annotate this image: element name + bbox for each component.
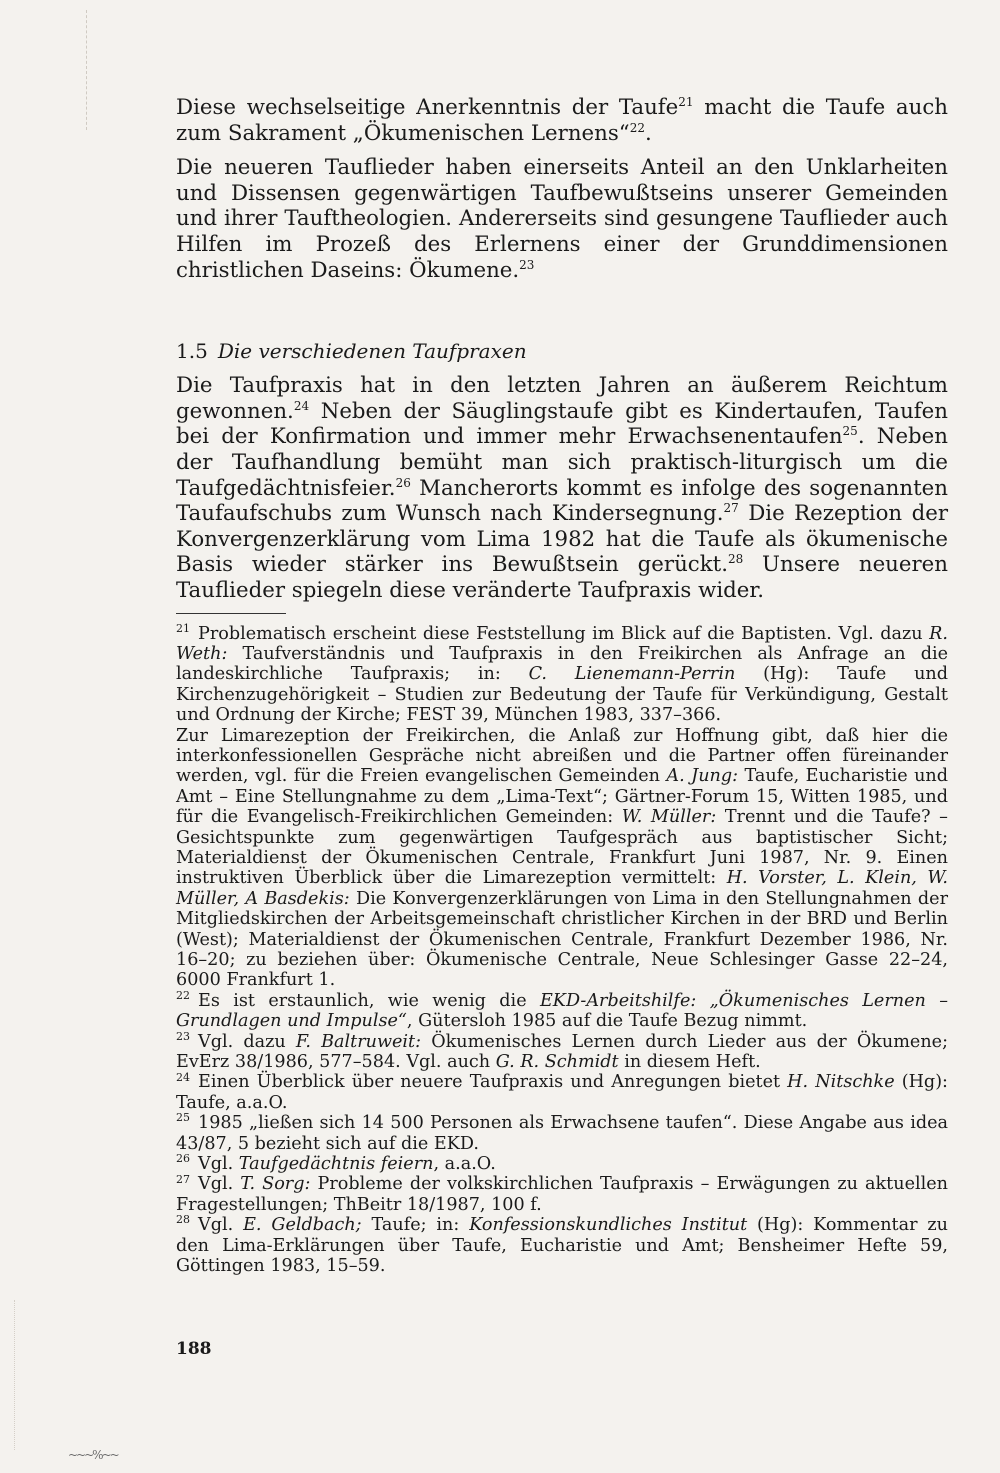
section-heading — [176, 339, 948, 363]
author-name: H. Nitschke — [787, 1072, 895, 1093]
footnote-21 — [176, 621, 948, 726]
footnote-number: 24 — [176, 1070, 190, 1084]
footnote-text: Einen Überblick über neuere Taufpraxis und Anregungen bietet — [198, 1072, 788, 1093]
footnote-26 — [176, 1154, 948, 1174]
paragraph-tauflieder — [176, 155, 948, 283]
footnote-text: in diesem Heft. — [618, 1052, 761, 1073]
paragraph-recognition — [176, 95, 948, 146]
footnote-ref-26[interactable]: 26 — [395, 475, 411, 490]
footnote-divider — [176, 613, 286, 614]
author-name: H. Vorster, L. Klein, W. Müller, A Basdekis: — [176, 868, 948, 909]
footnote-text: (Hg): Kommentar zu den Lima-Erklärungen über Taufe, Eucharistie und Amt; Bensheimer Hefte 59, Göttingen 1983, 15–59. — [176, 1215, 949, 1277]
author-name: G. R. Schmidt — [495, 1052, 619, 1073]
footnote-text: Probleme der volkskirchlichen Taufpraxis – Erwägungen zu aktuellen Fragestellungen; ThBeitr 18/1987, 100 f. — [176, 1174, 948, 1215]
footnote-text: Es ist erstaunlich, wie wenig die — [198, 990, 540, 1011]
footnote-ref-24[interactable]: 24 — [293, 398, 310, 413]
paragraph-text: Mancherorts kommt es infolge des sogenannten Taufaufschubs zum Wunsch nach Kindersegnung. — [176, 475, 948, 527]
footnote-text: Vgl. — [198, 1154, 239, 1175]
footnote-text: Taufe, Eucharistie und Amt – Eine Stellungnahme zu dem „Lima-Text“; Gärtner-Forum 15, Witten 1985, und für die Evangelisch-Freikirchlichen Gemeinden: — [176, 766, 948, 828]
author-name: T. Sorg: — [240, 1174, 311, 1195]
footnote-text: Zur Limarezeption der Freikirchen, die Anlaß zur Hoffnung gibt, daß hier die interkonfessionellen Gespräche nicht abreißen und die Partner offen füreinander werden, vgl. für die Freien evangelischen Gemeinden — [176, 725, 948, 787]
footnote-28 — [176, 1215, 948, 1276]
section-title: Die verschiedenen Taufpraxen — [217, 339, 527, 364]
scan-smudge-mark: ~~~%~~ — [68, 1448, 118, 1462]
footnote-ref-21[interactable]: 21 — [678, 94, 694, 109]
footnote-27 — [176, 1174, 948, 1215]
footnote-number: 27 — [176, 1172, 190, 1186]
footnote-ref-27[interactable]: 27 — [723, 501, 739, 516]
scan-edge — [86, 10, 88, 130]
paragraph-text: . Neben der Taufhandlung bemüht man sich praktisch-liturgisch um die Taufgedächtnisfeier. — [176, 424, 948, 501]
author-name: E. Geldbach; — [243, 1215, 362, 1236]
footnote-text: Trennt und die Taufe? – Gesichtspunkte zum gegenwärtigen Taufgespräch aus baptistischer Sicht; Materialdienst der Ökumenischen Centrale, Frankfurt Juni 1987, Nr. 9. Einen instruktiven Überblick über die Limarezeption vermittelt: — [176, 807, 948, 889]
footnote-text: Vgl. — [198, 1174, 241, 1195]
author-name: A. Jung: — [666, 766, 739, 787]
footnote-24 — [176, 1072, 948, 1113]
paragraph-text: Die Rezeption der Konvergenzerklärung vom Lima 1982 hat die Taufe als ökumenische Basis wieder stärker ins Bewußtsein gerückt. — [176, 501, 948, 578]
page-content — [176, 95, 948, 1277]
footnote-text: Die Konvergenzerklärungen von Lima in den Stellungnahmen der Mitgliedskirchen der Arbeitsgemeinschaft christlicher Kirchen in der BRD und Berlin (West); Materialdienst der Ökumenischen Centrale, Frankfurt Dezember 1986, Nr. 16–20; zu beziehen über: Ökumenische Centrale, Neue Schlesinger Gasse 22–24, 6000 Frankfurt 1. — [176, 888, 948, 991]
footnote-text: Vgl. — [198, 1215, 244, 1236]
footnote-text: Vgl. dazu — [198, 1031, 296, 1052]
footnote-text: (Hg): Taufe, a.a.O. — [176, 1072, 948, 1113]
author-name: C. Lienemann-Perrin — [528, 664, 736, 685]
paragraph-text: Die Taufpraxis hat in den letzten Jahren an äußerem Reichtum gewonnen. — [176, 373, 948, 424]
page-number: 188 — [176, 1339, 212, 1359]
paragraph-text: Neben der Säuglingstaufe gibt es Kindertaufen, Taufen bei der Konfirmation und immer mehr Erwachsenentaufen — [176, 398, 948, 450]
section-number: 1.5 — [176, 339, 208, 364]
footnote-number: 25 — [176, 1111, 190, 1125]
footnote-25 — [176, 1113, 948, 1154]
footnote-ref-25[interactable]: 25 — [842, 424, 858, 439]
paragraph-text: . — [644, 120, 652, 146]
footnote-ref-28[interactable]: 28 — [727, 552, 744, 567]
footnote-ref-22[interactable]: 22 — [629, 120, 645, 135]
work-title: EKD-Arbeitshilfe: „Ökumenisches Lernen – Grundlagen und Impulse“ — [176, 990, 948, 1032]
paragraph-taufpraxis — [176, 373, 948, 603]
author-name: W. Müller: — [621, 807, 717, 828]
paragraph-text: Die neueren Tauflieder haben einerseits Anteil an den Unklarheiten und Dissensen gegenwärtigen Taufbewußtseins unserer Gemeinden und ihrer Tauftheologien. Andererseits sind gesungene Tauflieder auch Hilfen im Prozeß des Erlernens einer der Grunddimensionen christlichen Daseins: Ökumene. — [176, 155, 948, 283]
footnote-text: , Gütersloh 1985 auf die Taufe Bezug nimmt. — [406, 1011, 808, 1032]
author-name: F. Baltruweit: — [295, 1031, 422, 1052]
footnote-text: (Hg): Taufe und Kirchenzugehörigkeit – Studien zur Bedeutung der Taufe für Verkündigung, Gestalt und Ordnung der Kirche; FEST 39, München 1983, 337–366. — [176, 664, 948, 726]
footnotes — [176, 621, 949, 1277]
footnote-23 — [176, 1029, 949, 1073]
paragraph-text: macht die Taufe auch zum Sakrament „Ökumenischen Lernens“ — [176, 95, 948, 146]
publisher-name: Konfessionskundliches Institut — [469, 1215, 748, 1236]
footnote-22 — [176, 988, 948, 1032]
footnote-text: Ökumenisches Lernen durch Lieder aus der Ökumene; EvErz 38/1986, 577–584. Vgl. auch — [176, 1031, 949, 1073]
footnote-number: 28 — [176, 1213, 190, 1227]
footnote-number: 23 — [176, 1029, 190, 1043]
footnote-text: Taufe; in: — [361, 1215, 470, 1236]
footnote-number: 22 — [176, 988, 190, 1002]
footnote-21-continued — [176, 726, 948, 991]
paragraph-text: Diese wechselseitige Anerkenntnis der Taufe — [176, 95, 679, 120]
footnote-number: 26 — [176, 1152, 190, 1166]
footnote-text: 1985 „ließen sich 14 500 Personen als Erwachsene taufen“. Diese Angabe aus idea 43/87, 5 bezieht sich auf die EKD. — [176, 1113, 948, 1154]
footnote-ref-23[interactable]: 23 — [519, 257, 535, 272]
footnote-text: Taufverständnis und Taufpraxis in den Freikirchen als Anfrage an die landeskirchliche Taufpraxis; in: — [176, 643, 948, 685]
footnote-text: , a.a.O. — [433, 1154, 496, 1175]
work-title: Taufgedächtnis feiern — [238, 1154, 434, 1175]
author-name: R. Weth: — [176, 623, 948, 664]
footnote-text: Problematisch erscheint diese Feststellung im Blick auf die Baptisten. Vgl. dazu — [198, 623, 930, 644]
scan-edge-lower — [14, 1300, 16, 1450]
footnote-number: 21 — [176, 621, 190, 635]
paragraph-text: Unsere neueren Tauflieder spiegeln diese veränderte Taufpraxis wider. — [176, 552, 948, 603]
